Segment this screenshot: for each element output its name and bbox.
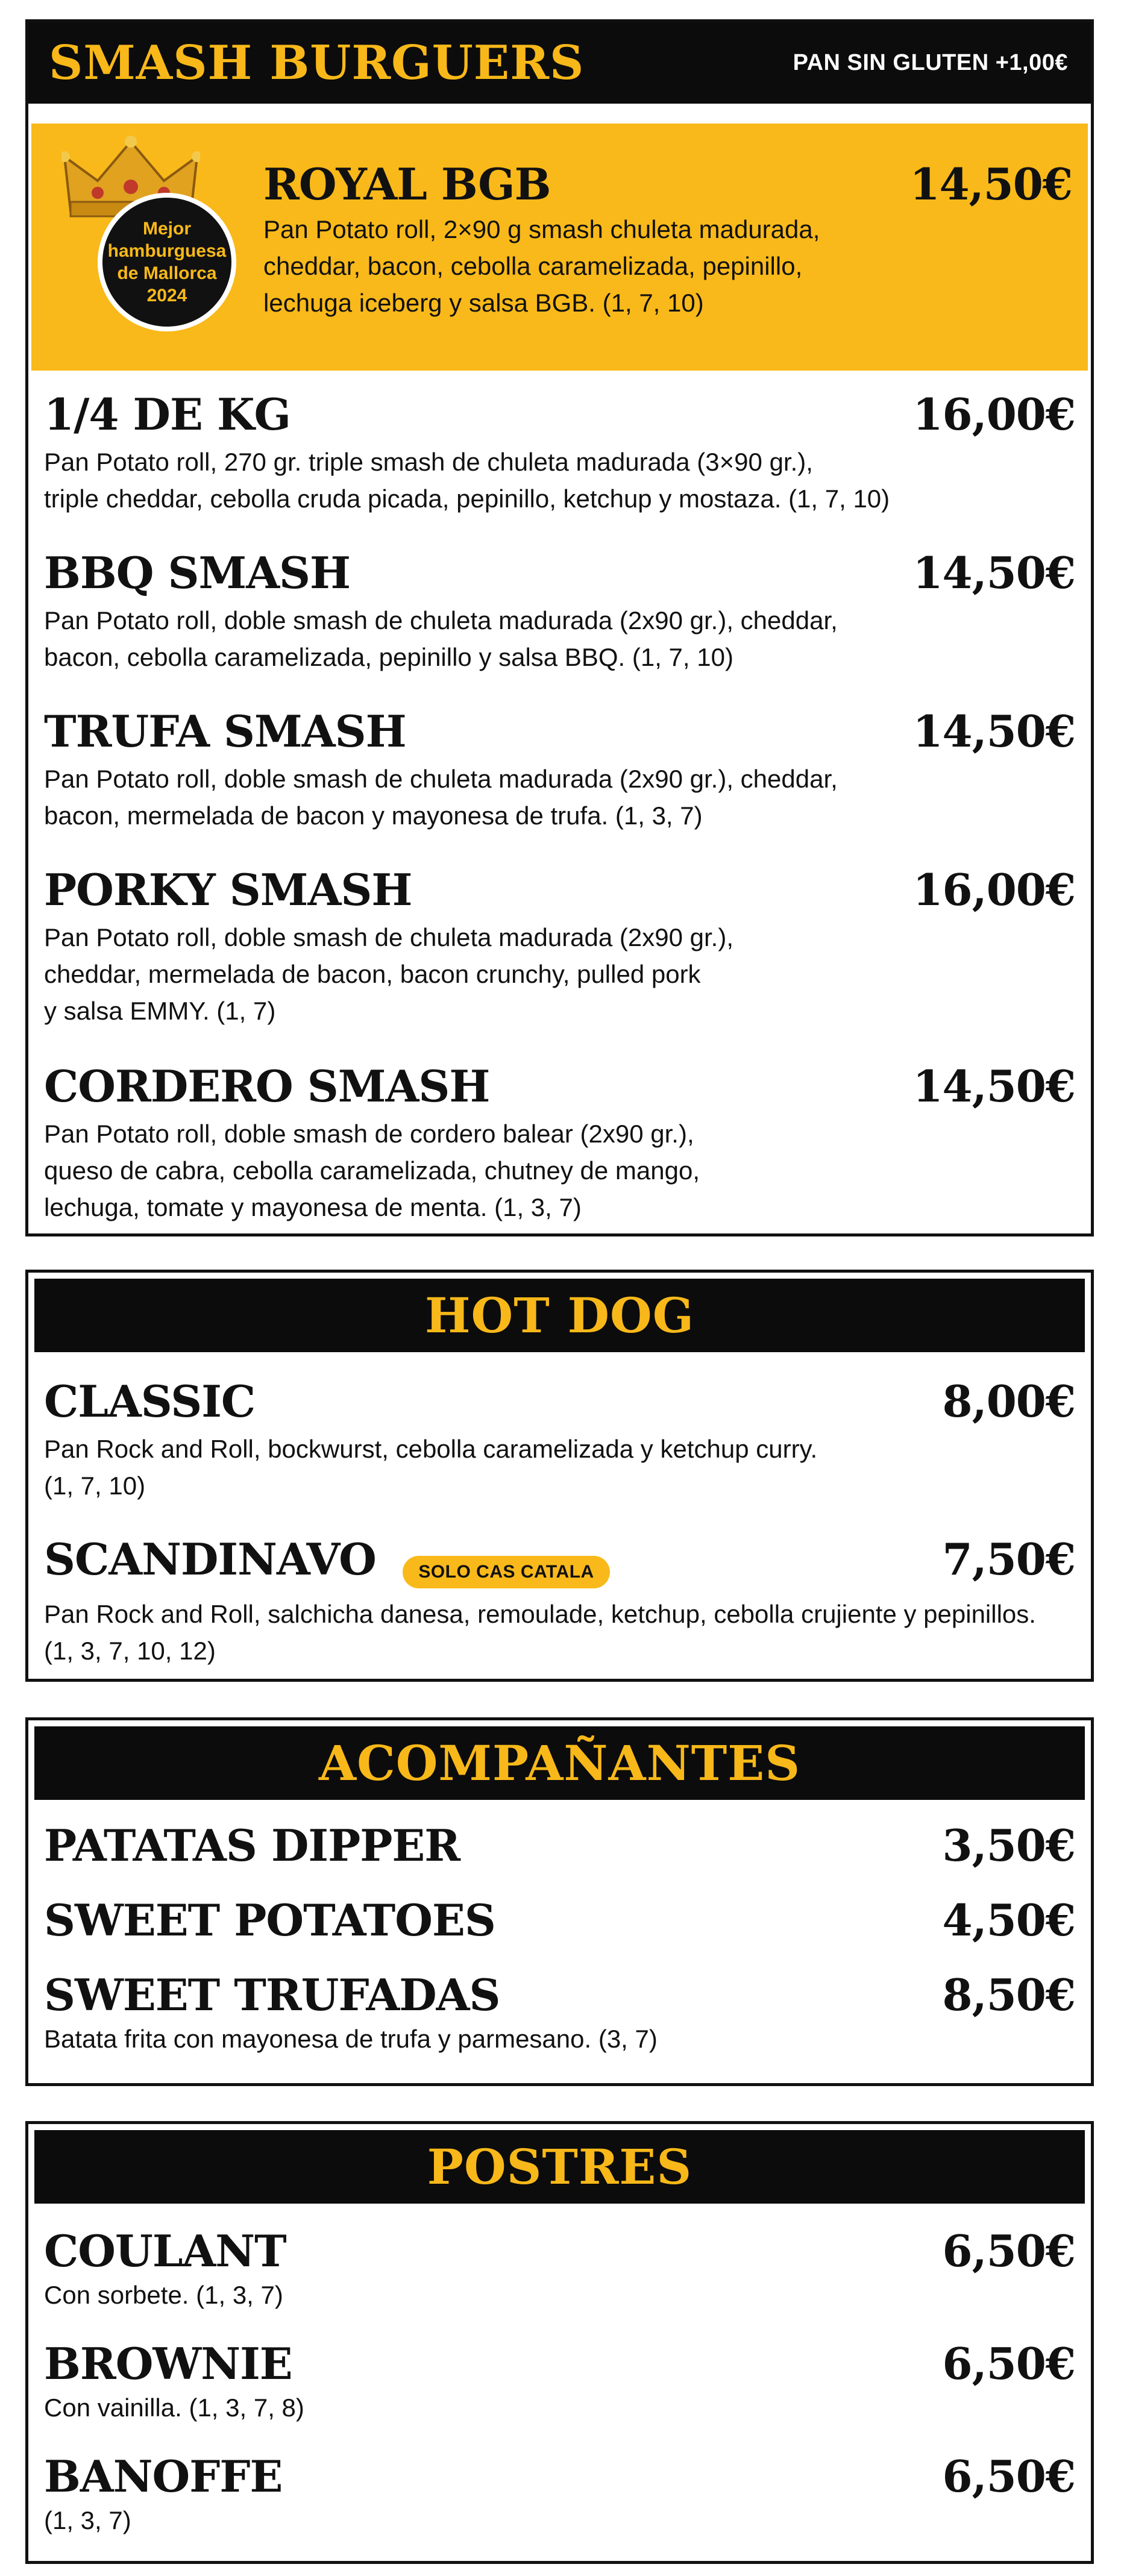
menu-item: [44, 1061, 1075, 1226]
section-title: ACOMPAÑANTES: [319, 1735, 800, 1791]
section-desserts: [25, 2121, 1094, 2564]
item-name: ROYAL BGB: [263, 158, 551, 210]
item-name: SCANDINAVO: [44, 1534, 376, 1585]
menu-item: [44, 1534, 1075, 1669]
item-description: Pan Potato roll, 2×90 g smash chuleta madurada, cheddar, bacon, cebolla caramelizada, pepinillo, lechuga iceberg y salsa BGB. (1, 7, 10): [263, 215, 820, 317]
menu-item: [44, 1820, 1075, 1871]
section-sides: [25, 1717, 1094, 2086]
item-description: Pan Potato roll, doble smash de cordero balear (2x90 gr.), queso de cabra, cebolla caramelizada, chutney de mango, lechuga, tomate y mayonesa de menta. (1, 3, 7): [44, 1120, 700, 1221]
menu-item: [44, 2338, 1075, 2426]
item-price: 7,50€: [942, 1534, 1075, 1585]
item-price: 6,50€: [942, 2225, 1075, 2277]
item-description: Pan Potato roll, doble smash de chuleta madurada (2x90 gr.), cheddar, bacon, mermelada de bacon y mayonesa de trufa. (1, 3, 7): [44, 765, 838, 830]
item-price: 6,50€: [942, 2338, 1075, 2389]
item-price: 14,50€: [912, 1061, 1075, 1112]
location-badge: SOLO CAS CATALA: [403, 1556, 609, 1588]
section-title: HOT DOG: [424, 1287, 695, 1344]
item-name: CORDERO SMASH: [44, 1061, 490, 1112]
item-description: Pan Potato roll, doble smash de chuleta madurada (2x90 gr.), cheddar, bacon, cebolla caramelizada, pepinillo y salsa BBQ. (1, 7, 10): [44, 606, 838, 671]
section-hot-dog: [25, 1270, 1094, 1682]
section-header: [34, 2130, 1085, 2204]
item-name: SWEET TRUFADAS: [44, 1969, 500, 2020]
item-name: 1/4 DE KG: [44, 389, 291, 440]
item-name: BROWNIE: [44, 2338, 292, 2389]
award-badge-circle: [98, 193, 236, 331]
section-header: [34, 1726, 1085, 1800]
item-description: Batata frita con mayonesa de trufa y parmesano. (3, 7): [44, 2025, 658, 2053]
item-price: 16,00€: [912, 864, 1075, 915]
item-price: 8,00€: [942, 1376, 1075, 1427]
featured-item-body: [263, 158, 1072, 321]
award-badge-line: 2024: [146, 286, 187, 306]
menu-item: [44, 2451, 1075, 2539]
menu-item: [44, 389, 1075, 517]
item-name: PATATAS DIPPER: [44, 1820, 460, 1871]
award-badge-line: Mejor: [142, 219, 191, 239]
item-price: 14,50€: [909, 158, 1072, 210]
item-name: TRUFA SMASH: [44, 706, 406, 757]
award-badge-line: de Mallorca: [117, 263, 217, 283]
award-badge: [68, 136, 248, 334]
item-price: 14,50€: [912, 706, 1075, 757]
item-description: Pan Rock and Roll, salchicha danesa, remoulade, ketchup, cebolla crujiente y pepinillos. (1, 3, 7, 10, 12): [44, 1599, 1036, 1665]
item-name: COULANT: [44, 2225, 286, 2277]
item-description: Pan Potato roll, doble smash de chuleta madurada (2x90 gr.), cheddar, mermelada de bacon, bacon crunchy, pulled pork y salsa EMMY. (1, 7): [44, 923, 734, 1025]
featured-item: [31, 124, 1088, 371]
gluten-free-note: PAN SIN GLUTEN +1,00€: [793, 50, 1068, 75]
item-name: SWEET POTATOES: [44, 1894, 495, 1946]
section-title: POSTRES: [427, 2139, 692, 2195]
item-price: 14,50€: [912, 547, 1075, 598]
item-price: 4,50€: [942, 1894, 1075, 1946]
item-description: Pan Potato roll, 270 gr. triple smash de chuleta madurada (3×90 gr.), triple cheddar, cebolla cruda picada, pepinillo, ketchup y mostaza. (1, 7, 10): [44, 448, 890, 513]
menu-item: [44, 1376, 1075, 1504]
menu-item: [44, 706, 1075, 834]
section-header: [34, 1279, 1085, 1352]
item-description: Con sorbete. (1, 3, 7): [44, 2281, 283, 2309]
item-price: 8,50€: [942, 1969, 1075, 2020]
item-name: CLASSIC: [44, 1376, 256, 1427]
menu-item: [44, 864, 1075, 1029]
item-price: 3,50€: [942, 1820, 1075, 1871]
menu-item: [44, 2225, 1075, 2313]
item-price: 16,00€: [912, 389, 1075, 440]
item-name: PORKY SMASH: [44, 864, 412, 915]
menu-item: [44, 1894, 1075, 1946]
award-badge-line: hamburguesa: [107, 241, 227, 261]
section-header: [28, 22, 1091, 104]
item-name: BBQ SMASH: [44, 547, 351, 598]
section-title: SMASH BURGUERS: [49, 36, 585, 90]
menu-item: [44, 1969, 1075, 2057]
item-price: 6,50€: [942, 2451, 1075, 2502]
section-smash-burgers: [25, 19, 1094, 1236]
item-description: Con vainilla. (1, 3, 7, 8): [44, 2393, 304, 2422]
item-description: (1, 3, 7): [44, 2506, 131, 2534]
item-name: BANOFFE: [44, 2451, 283, 2502]
menu-item: [44, 547, 1075, 675]
item-description: Pan Rock and Roll, bockwurst, cebolla caramelizada y ketchup curry. (1, 7, 10): [44, 1435, 818, 1500]
